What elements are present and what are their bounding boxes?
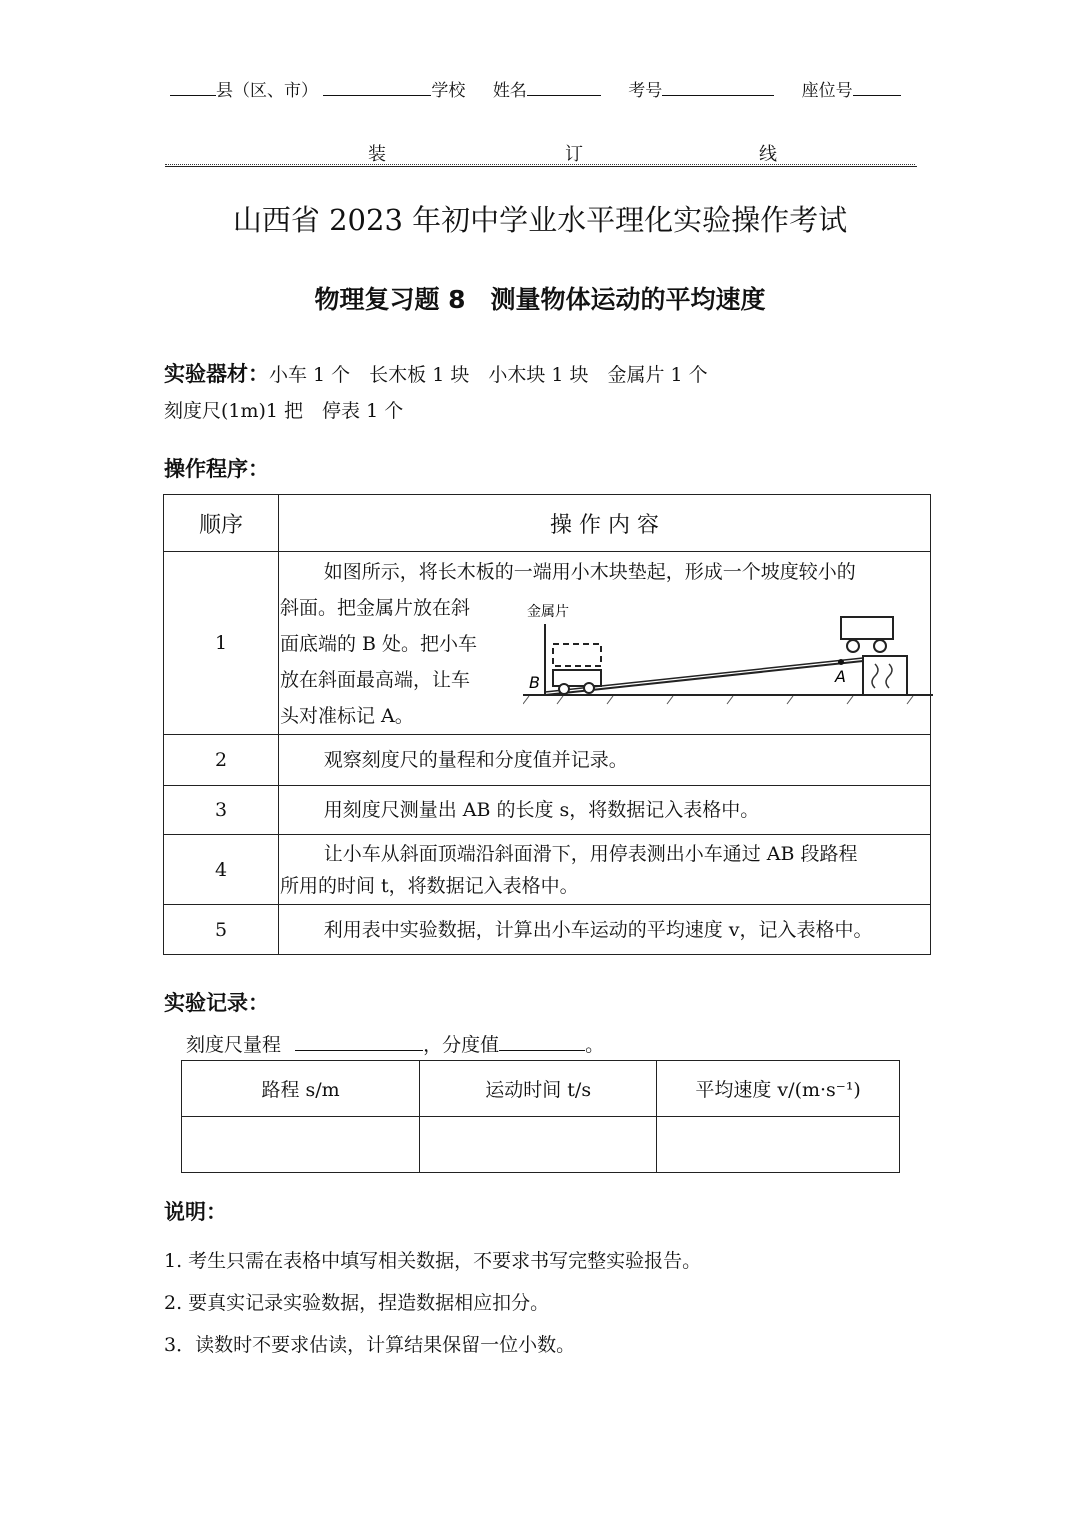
division-label: ，分度值 <box>423 1034 500 1056</box>
binding-char-2: 订 <box>565 144 583 165</box>
wood-block <box>863 656 907 695</box>
county-label: 县（区、市） <box>216 81 318 101</box>
col-order-header: 顺序 <box>164 495 279 552</box>
procedure-table <box>163 494 931 955</box>
label-b: B <box>529 673 540 692</box>
record-table <box>181 1060 900 1173</box>
speed-header: 平均速度 v/(m·s⁻¹) <box>657 1061 900 1117</box>
step-content: 用刻度尺测量出 AB 的长度 s，将数据记入表格中。 <box>279 786 931 835</box>
student-info-header <box>170 76 930 101</box>
step-row-4 <box>164 835 931 905</box>
step-content: 观察刻度尺的量程和分度值并记录。 <box>279 735 931 786</box>
notes-list <box>164 1246 701 1372</box>
cart-ghost <box>553 644 601 666</box>
label-a: A <box>835 667 846 686</box>
end-mark: 。 <box>585 1034 605 1056</box>
step-1-line-1: 斜面。把金属片放在斜 <box>280 597 471 619</box>
procedure-label: 操作程序： <box>164 457 269 481</box>
step-content <box>279 552 931 735</box>
step-1-line-0: 如图所示，将长木板的一端用小木块垫起，形成一个坡度较小的 <box>323 561 856 583</box>
range-blank[interactable] <box>295 1032 423 1051</box>
step-row-5 <box>164 905 931 955</box>
cart-at-b <box>553 670 601 686</box>
procedure-header-row <box>164 495 931 552</box>
step-1-line-3: 放在斜面最高端，让车 <box>280 669 471 691</box>
school-blank[interactable] <box>323 77 431 96</box>
note-item: 2. 要真实记录实验数据，捏造数据相应扣分。 <box>164 1292 550 1314</box>
incline-diagram <box>523 600 933 716</box>
page-subtitle: 物理复习题 8 测量物体运动的平均速度 <box>314 285 766 314</box>
materials-label: 实验器材： <box>164 362 269 386</box>
seat-no-label: 座位号 <box>801 81 853 101</box>
step-row-2 <box>164 735 931 786</box>
materials-line-1 <box>164 358 708 388</box>
seat-no-blank[interactable] <box>853 77 901 96</box>
school-label: 学校 <box>431 81 466 101</box>
page-title: 山西省 2023 年初中学业水平理化实验操作考试 <box>232 203 848 237</box>
time-cell[interactable] <box>420 1117 657 1173</box>
metal-plate-label: 金属片 <box>527 604 569 620</box>
exam-no-blank[interactable] <box>662 77 774 96</box>
col-content-header: 操 作 内 容 <box>279 495 931 552</box>
mark-a <box>838 659 844 665</box>
notes-label: 说明： <box>164 1200 227 1224</box>
speed-cell[interactable] <box>657 1117 900 1173</box>
binding-line <box>165 140 915 165</box>
step-4-line-2: 所用的时间 t，将数据记入表格中。 <box>280 874 579 897</box>
step-row-3 <box>164 786 931 835</box>
step-no: 3 <box>164 786 279 835</box>
step-no: 5 <box>164 905 279 955</box>
note-item: 3．读数时不要求估读，计算结果保留一位小数。 <box>164 1334 576 1356</box>
exam-no-label: 考号 <box>628 81 663 101</box>
name-blank[interactable] <box>527 77 601 96</box>
range-line <box>186 1030 604 1057</box>
record-label: 实验记录： <box>164 991 269 1015</box>
step-1-line-2: 面底端的 B 处。把小车 <box>280 633 478 655</box>
name-label: 姓名 <box>492 81 527 101</box>
record-header-row <box>182 1061 900 1117</box>
binding-rule <box>165 166 917 167</box>
step-no: 4 <box>164 835 279 905</box>
materials-text-1: 小车 1 个 长木板 1 块 小木块 1 块 金属片 1 个 <box>269 364 708 386</box>
distance-cell[interactable] <box>182 1117 420 1173</box>
step-no: 2 <box>164 735 279 786</box>
step-no: 1 <box>164 552 279 735</box>
step-row-1 <box>164 552 931 735</box>
step-content <box>279 835 931 905</box>
range-label: 刻度尺量程 <box>186 1034 282 1056</box>
record-input-row <box>182 1117 900 1173</box>
materials-text-2: 刻度尺(1m)1 把 停表 1 个 <box>164 400 404 422</box>
binding-char-3: 线 <box>759 144 777 165</box>
binding-char-1: 装 <box>368 144 386 165</box>
county-blank[interactable] <box>170 77 216 96</box>
distance-header: 路程 s/m <box>182 1061 420 1117</box>
step-4-line-1: 让小车从斜面顶端沿斜面滑下，用停表测出小车通过 AB 段路程 <box>323 842 858 865</box>
step-content: 利用表中实验数据，计算出小车运动的平均速度 v，记入表格中。 <box>279 905 931 955</box>
time-header: 运动时间 t/s <box>420 1061 657 1117</box>
division-blank[interactable] <box>499 1032 585 1051</box>
ground-hatch <box>523 696 913 704</box>
step-1-line-4: 头对准标记 A。 <box>280 705 414 727</box>
note-item: 1. 考生只需在表格中填写相关数据，不要求书写完整实验报告。 <box>164 1250 702 1272</box>
cart-at-a <box>841 617 893 639</box>
